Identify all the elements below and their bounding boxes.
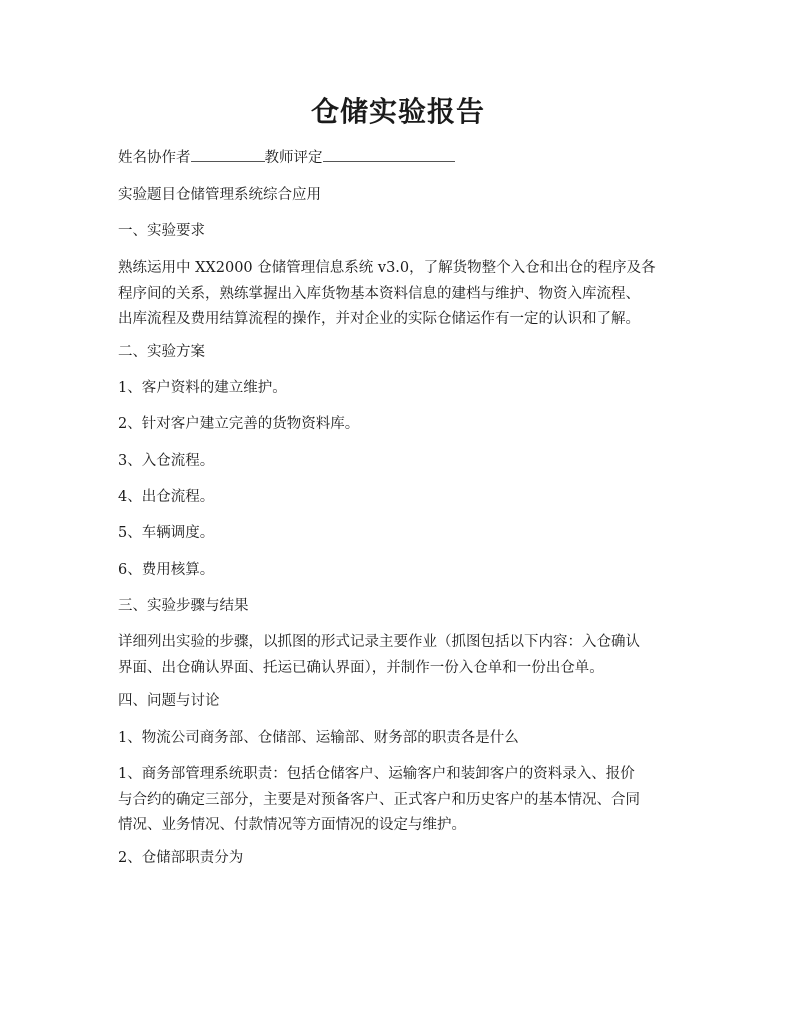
name-label: 姓名协作者: [118, 150, 191, 166]
paragraph-line: 情况、业务情况、付款情况等方面情况的设定与维护。: [118, 817, 466, 833]
discussion-next-item: 2、仓储部职责分为: [118, 850, 244, 866]
paragraph-line: 1、商务部管理系统职责：包括仓储客户、运输客户和装卸客户的资料录入、报价: [118, 766, 635, 782]
paragraph-line: 与合约的确定三部分，主要是对预备客户、正式客户和历史客户的基本情况、合同: [118, 791, 640, 808]
teacher-blank: [323, 147, 455, 162]
paragraph-line: 熟练运用中 XX2000 仓储管理信息系统 v3.0，了解货物整个入仓和出仓的程序及各: [118, 260, 656, 276]
plan-item: 6、费用核算。: [118, 562, 215, 578]
plan-item: 2、针对客户建立完善的货物资料库。: [118, 416, 360, 432]
requirements-paragraph: [118, 256, 690, 333]
plan-item: 3、入仓流程。: [118, 453, 215, 469]
discussion-question: 1、物流公司商务部、仓储部、运输部、财务部的职责各是什么: [118, 730, 519, 746]
section-heading-steps: 三、实验步骤与结果: [118, 598, 249, 614]
paragraph-line: 程序间的关系，熟练掌握出入库货物基本资料信息的建档与维护、物资入库流程、: [118, 285, 640, 302]
plan-item: 1、客户资料的建立维护。: [118, 380, 287, 396]
name-blank: [191, 147, 265, 162]
paragraph-line: 界面、出仓确认界面、托运已确认界面），并制作一份入仓单和一份出仓单。: [118, 659, 604, 676]
discussion-answer: [118, 762, 690, 839]
section-heading-requirements: 一、实验要求: [118, 223, 205, 239]
section-heading-discussion: 四、问题与讨论: [118, 693, 220, 709]
steps-paragraph: [118, 630, 690, 681]
plan-item: 4、出仓流程。: [118, 489, 215, 505]
section-heading-plan: 二、实验方案: [118, 344, 205, 360]
plan-item: 5、车辆调度。: [118, 525, 215, 541]
paragraph-line: 出库流程及费用结算流程的操作，并对企业的实际仓储运作有一定的认识和了解。: [118, 311, 640, 327]
report-title: 仓储实验报告: [310, 95, 485, 128]
info-line: [118, 146, 688, 171]
paragraph-line: 详细列出实验的步骤，以抓图的形式记录主要作业（抓图包括以下内容：入仓确认: [118, 634, 640, 650]
topic-line: 实验题目仓储管理系统综合应用: [118, 187, 321, 203]
teacher-label: 教师评定: [264, 150, 323, 166]
